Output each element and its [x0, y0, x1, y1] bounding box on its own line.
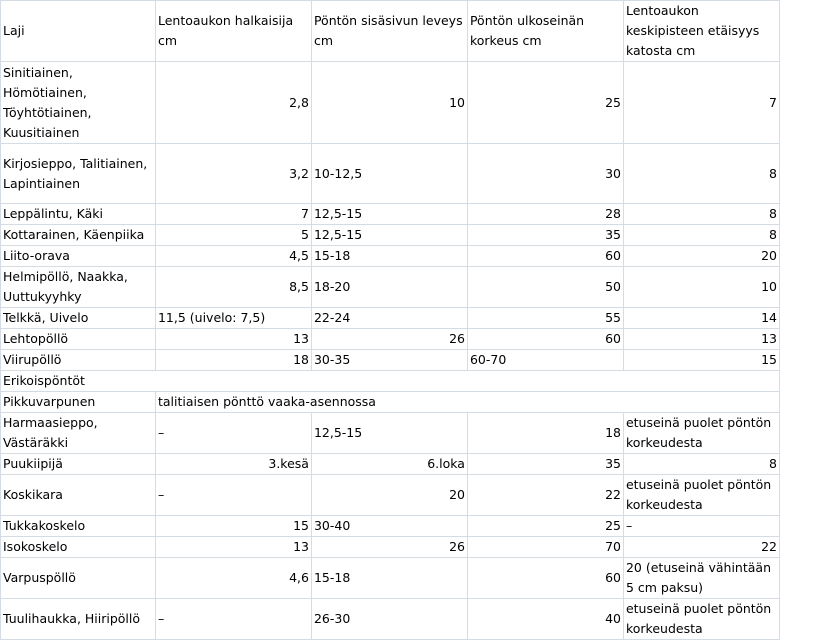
note-cell: talitiaisen pönttö vaaka-asennossa [155, 392, 779, 413]
distance-cell: 8 [623, 144, 779, 204]
table-row [1, 204, 780, 225]
table-row [1, 475, 780, 516]
species-cell: Isokoskelo [1, 537, 156, 558]
species-cell: Liito-orava [1, 246, 156, 267]
width-cell: 10-12,5 [311, 144, 467, 204]
height-cell: 18 [467, 413, 623, 454]
section-row [1, 371, 780, 392]
height-cell: 60 [467, 558, 623, 599]
species-cell: Lehtopöllö [1, 329, 156, 350]
distance-cell: 8 [623, 454, 779, 475]
species-cell: Koskikara [1, 475, 156, 516]
table-row [1, 392, 780, 413]
table-row [1, 350, 780, 371]
distance-cell: etuseinä puolet pöntön korkeudesta [623, 599, 779, 640]
species-cell: Sinitiainen, Hömötiainen, Töyhtötiainen, Kuusitiainen [1, 62, 156, 144]
table-row [1, 329, 780, 350]
table-row [1, 225, 780, 246]
height-cell: 28 [467, 204, 623, 225]
distance-cell: 20 [623, 246, 779, 267]
diameter-cell: 13 [155, 329, 311, 350]
diameter-cell: 15 [155, 516, 311, 537]
species-cell: Pikkuvarpunen [1, 392, 156, 413]
species-cell: Telkkä, Uivelo [1, 308, 156, 329]
distance-cell: 8 [623, 204, 779, 225]
header-inner-width: Pöntön sisäsivun leveys cm [311, 1, 467, 62]
distance-cell: 7 [623, 62, 779, 144]
distance-cell: – [623, 516, 779, 537]
header-outer-height: Pöntön ulkoseinän korkeus cm [467, 1, 623, 62]
height-cell: 50 [467, 267, 623, 308]
diameter-cell: 8,5 [155, 267, 311, 308]
table-row [1, 246, 780, 267]
diameter-cell: 18 [155, 350, 311, 371]
diameter-cell: 4,6 [155, 558, 311, 599]
width-cell: 12,5-15 [311, 204, 467, 225]
width-cell: 10 [311, 62, 467, 144]
height-cell: 60 [467, 246, 623, 267]
table-row [1, 267, 780, 308]
distance-cell: 20 (etuseinä vähintään 5 cm paksu) [623, 558, 779, 599]
section-title: Erikoispöntöt [1, 371, 780, 392]
distance-cell: 22 [623, 537, 779, 558]
height-cell: 55 [467, 308, 623, 329]
height-cell: 40 [467, 599, 623, 640]
table-row [1, 454, 780, 475]
distance-cell: 10 [623, 267, 779, 308]
header-entrance-distance: Lentoaukon keskipisteen etäisyys katosta cm [623, 1, 779, 62]
species-cell: Puukiipijä [1, 454, 156, 475]
distance-cell: etuseinä puolet pöntön korkeudesta [623, 413, 779, 454]
distance-cell: 15 [623, 350, 779, 371]
width-cell: 26-30 [311, 599, 467, 640]
width-cell: 20 [311, 475, 467, 516]
width-cell: 18-20 [311, 267, 467, 308]
table-row [1, 516, 780, 537]
header-entrance-diameter: Lentoaukon halkaisija cm [155, 1, 311, 62]
height-cell: 60 [467, 329, 623, 350]
height-cell: 70 [467, 537, 623, 558]
width-cell: 15-18 [311, 246, 467, 267]
width-cell: 26 [311, 329, 467, 350]
height-cell: 30 [467, 144, 623, 204]
table-row [1, 599, 780, 640]
table-row [1, 413, 780, 454]
distance-cell: etuseinä puolet pöntön korkeudesta [623, 475, 779, 516]
species-cell: Tuulihaukka, Hiiripöllö [1, 599, 156, 640]
table-row [1, 62, 780, 144]
header-species: Laji [1, 1, 156, 62]
table-row [1, 558, 780, 599]
diameter-cell: 2,8 [155, 62, 311, 144]
header-row [1, 1, 780, 62]
width-cell: 12,5-15 [311, 413, 467, 454]
diameter-cell: 3,2 [155, 144, 311, 204]
height-cell: 60-70 [467, 350, 623, 371]
table-row [1, 537, 780, 558]
distance-cell: 8 [623, 225, 779, 246]
diameter-cell: – [155, 475, 311, 516]
table-row [1, 308, 780, 329]
diameter-cell: 3.kesä [155, 454, 311, 475]
width-cell: 15-18 [311, 558, 467, 599]
height-cell: 22 [467, 475, 623, 516]
height-cell: 35 [467, 225, 623, 246]
width-cell: 22-24 [311, 308, 467, 329]
species-cell: Kottarainen, Käenpiika [1, 225, 156, 246]
diameter-cell: 7 [155, 204, 311, 225]
species-cell: Helmipöllö, Naakka, Uuttukyyhky [1, 267, 156, 308]
species-cell: Viirupöllö [1, 350, 156, 371]
width-cell: 30-40 [311, 516, 467, 537]
width-cell: 30-35 [311, 350, 467, 371]
diameter-cell: 11,5 (uivelo: 7,5) [155, 308, 311, 329]
diameter-cell: 13 [155, 537, 311, 558]
width-cell: 26 [311, 537, 467, 558]
diameter-cell: – [155, 599, 311, 640]
table-row [1, 144, 780, 204]
species-cell: Kirjosieppo, Talitiainen, Lapintiainen [1, 144, 156, 204]
diameter-cell: – [155, 413, 311, 454]
species-cell: Harmaasieppo, Västäräkki [1, 413, 156, 454]
diameter-cell: 4,5 [155, 246, 311, 267]
height-cell: 35 [467, 454, 623, 475]
distance-cell: 14 [623, 308, 779, 329]
width-cell: 12,5-15 [311, 225, 467, 246]
species-cell: Leppälintu, Käki [1, 204, 156, 225]
width-cell: 6.loka [311, 454, 467, 475]
species-cell: Tukkakoskelo [1, 516, 156, 537]
species-cell: Varpuspöllö [1, 558, 156, 599]
height-cell: 25 [467, 62, 623, 144]
height-cell: 25 [467, 516, 623, 537]
distance-cell: 13 [623, 329, 779, 350]
diameter-cell: 5 [155, 225, 311, 246]
